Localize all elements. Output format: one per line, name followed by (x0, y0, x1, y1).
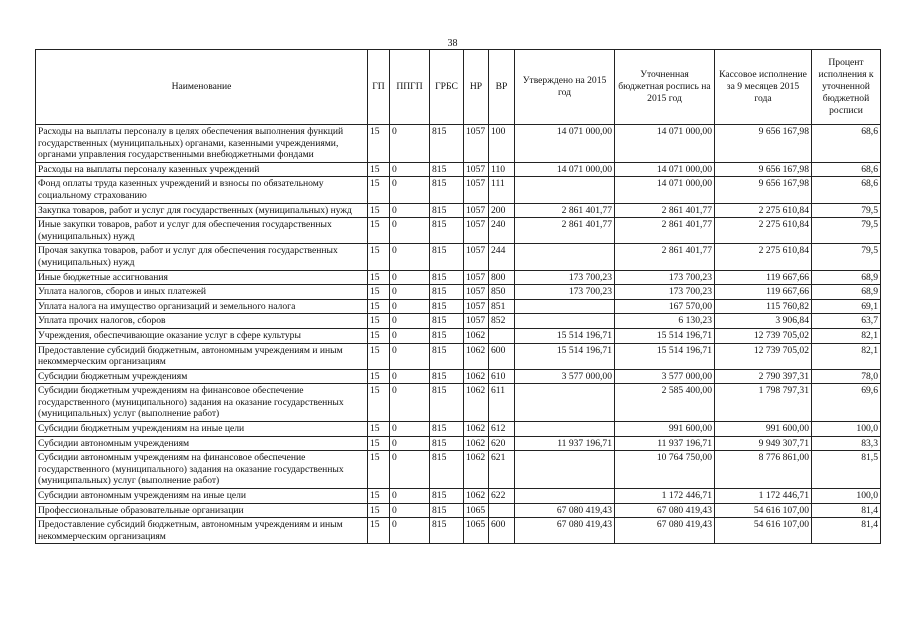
cell-percent: 100,0 (812, 422, 881, 437)
table-row (36, 270, 881, 285)
cell-vr: 620 (489, 436, 515, 451)
header-grbs: ГРБС (430, 50, 464, 125)
cell-ppgp: 0 (390, 384, 430, 422)
cell-percent: 81,4 (812, 503, 881, 518)
cell-grbs: 815 (430, 244, 464, 270)
cell-cash: 2 275 610,84 (715, 218, 812, 244)
cell-gp: 15 (368, 244, 390, 270)
cell-np: 1057 (464, 177, 489, 203)
cell-name: Профессиональные образовательные организации (36, 503, 368, 518)
cell-np: 1062 (464, 328, 489, 343)
cell-percent: 69,1 (812, 299, 881, 314)
cell-name: Субсидии бюджетным учреждениям (36, 369, 368, 384)
cell-gp: 15 (368, 422, 390, 437)
cell-cash: 9 949 307,71 (715, 436, 812, 451)
cell-approved (515, 314, 615, 329)
cell-approved: 67 080 419,43 (515, 503, 615, 518)
cell-cash: 991 600,00 (715, 422, 812, 437)
cell-name: Уплата налога на имущество организаций и земельного налога (36, 299, 368, 314)
cell-cash: 119 667,66 (715, 285, 812, 300)
cell-name: Предоставление субсидий бюджетным, автономным учреждениям и иным некоммерческим организациям (36, 518, 368, 544)
cell-gp: 15 (368, 285, 390, 300)
cell-ppgp: 0 (390, 489, 430, 504)
cell-np: 1057 (464, 125, 489, 163)
header-ppgp: ППГП (390, 50, 430, 125)
cell-percent: 100,0 (812, 489, 881, 504)
cell-name: Субсидии автономным учреждениям (36, 436, 368, 451)
cell-approved (515, 422, 615, 437)
cell-revised: 173 700,23 (615, 285, 715, 300)
cell-name: Уплата налогов, сборов и иных платежей (36, 285, 368, 300)
header-name: Наименование (36, 50, 368, 125)
cell-gp: 15 (368, 343, 390, 369)
cell-name: Уплата прочих налогов, сборов (36, 314, 368, 329)
cell-gp: 15 (368, 328, 390, 343)
cell-ppgp: 0 (390, 451, 430, 489)
cell-grbs: 815 (430, 436, 464, 451)
cell-revised: 991 600,00 (615, 422, 715, 437)
cell-percent: 69,6 (812, 384, 881, 422)
header-percent: Процент исполнения к уточненной бюджетной росписи (812, 50, 881, 125)
cell-revised: 15 514 196,71 (615, 343, 715, 369)
header-revised: Уточненная бюджетная роспись на 2015 год (615, 50, 715, 125)
cell-name: Фонд оплаты труда казенных учреждений и взносы по обязательному социальному страхованию (36, 177, 368, 203)
cell-revised: 67 080 419,43 (615, 518, 715, 544)
cell-cash: 54 616 107,00 (715, 503, 812, 518)
table-row (36, 489, 881, 504)
cell-vr: 600 (489, 343, 515, 369)
cell-grbs: 815 (430, 218, 464, 244)
cell-grbs: 815 (430, 369, 464, 384)
cell-vr (489, 328, 515, 343)
cell-name: Субсидии автономным учреждениям на иные цели (36, 489, 368, 504)
cell-np: 1065 (464, 518, 489, 544)
cell-vr: 610 (489, 369, 515, 384)
cell-grbs: 815 (430, 203, 464, 218)
cell-np: 1057 (464, 299, 489, 314)
table-row (36, 314, 881, 329)
table-row (36, 299, 881, 314)
cell-approved: 2 861 401,77 (515, 203, 615, 218)
cell-percent: 83,3 (812, 436, 881, 451)
header-np: НР (464, 50, 489, 125)
cell-revised: 6 130,23 (615, 314, 715, 329)
cell-cash: 54 616 107,00 (715, 518, 812, 544)
table-row (36, 518, 881, 544)
cell-revised: 2 861 401,77 (615, 244, 715, 270)
cell-vr: 240 (489, 218, 515, 244)
cell-grbs: 815 (430, 489, 464, 504)
header-cash: Кассовое исполнение за 9 месяцев 2015 года (715, 50, 812, 125)
cell-np: 1062 (464, 436, 489, 451)
cell-ppgp: 0 (390, 343, 430, 369)
cell-grbs: 815 (430, 422, 464, 437)
cell-approved: 14 071 000,00 (515, 162, 615, 177)
table-row (36, 436, 881, 451)
cell-gp: 15 (368, 299, 390, 314)
cell-ppgp: 0 (390, 422, 430, 437)
cell-revised: 14 071 000,00 (615, 177, 715, 203)
cell-name: Предоставление субсидий бюджетным, автономным учреждениям и иным некоммерческим организациям (36, 343, 368, 369)
cell-np: 1062 (464, 451, 489, 489)
cell-approved: 14 071 000,00 (515, 125, 615, 163)
table-row (36, 162, 881, 177)
cell-grbs: 815 (430, 451, 464, 489)
cell-vr: 611 (489, 384, 515, 422)
cell-vr: 851 (489, 299, 515, 314)
cell-approved (515, 244, 615, 270)
cell-revised: 10 764 750,00 (615, 451, 715, 489)
cell-name: Иные бюджетные ассигнования (36, 270, 368, 285)
cell-name: Учреждения, обеспечивающие оказание услуг в сфере культуры (36, 328, 368, 343)
cell-grbs: 815 (430, 299, 464, 314)
cell-cash: 115 760,82 (715, 299, 812, 314)
table-row (36, 451, 881, 489)
cell-ppgp: 0 (390, 285, 430, 300)
cell-percent: 68,9 (812, 285, 881, 300)
cell-approved: 173 700,23 (515, 270, 615, 285)
cell-vr: 244 (489, 244, 515, 270)
table-row (36, 218, 881, 244)
cell-name: Прочая закупка товаров, работ и услуг для обеспечения государственных (муниципальных) нужд (36, 244, 368, 270)
header-approved: Утверждено на 2015 год (515, 50, 615, 125)
cell-name: Иные закупки товаров, работ и услуг для обеспечения государственных (муниципальных) нужд (36, 218, 368, 244)
table-body (36, 125, 881, 544)
cell-ppgp: 0 (390, 503, 430, 518)
cell-percent: 82,1 (812, 343, 881, 369)
cell-approved: 15 514 196,71 (515, 343, 615, 369)
cell-gp: 15 (368, 177, 390, 203)
cell-ppgp: 0 (390, 328, 430, 343)
cell-revised: 67 080 419,43 (615, 503, 715, 518)
cell-cash: 2 275 610,84 (715, 203, 812, 218)
cell-np: 1062 (464, 343, 489, 369)
cell-approved: 15 514 196,71 (515, 328, 615, 343)
cell-grbs: 815 (430, 518, 464, 544)
cell-grbs: 815 (430, 125, 464, 163)
cell-name: Субсидии бюджетным учреждениям на финансовое обеспечение государственного (муниципального) задания на оказание государственных (муниципальных) услуг (выполнение работ) (36, 384, 368, 422)
cell-gp: 15 (368, 203, 390, 218)
table-row (36, 285, 881, 300)
cell-revised: 2 861 401,77 (615, 218, 715, 244)
cell-grbs: 815 (430, 162, 464, 177)
cell-np: 1057 (464, 203, 489, 218)
cell-revised: 15 514 196,71 (615, 328, 715, 343)
cell-percent: 81,4 (812, 518, 881, 544)
budget-table (35, 49, 881, 544)
cell-np: 1057 (464, 270, 489, 285)
cell-np: 1057 (464, 162, 489, 177)
cell-revised: 14 071 000,00 (615, 125, 715, 163)
cell-gp: 15 (368, 518, 390, 544)
cell-cash: 9 656 167,98 (715, 125, 812, 163)
cell-revised: 2 585 400,00 (615, 384, 715, 422)
cell-ppgp: 0 (390, 270, 430, 285)
cell-name: Закупка товаров, работ и услуг для государственных (муниципальных) нужд (36, 203, 368, 218)
cell-approved (515, 299, 615, 314)
cell-ppgp: 0 (390, 518, 430, 544)
cell-grbs: 815 (430, 503, 464, 518)
cell-grbs: 815 (430, 384, 464, 422)
table-row (36, 422, 881, 437)
cell-grbs: 815 (430, 314, 464, 329)
cell-cash: 2 275 610,84 (715, 244, 812, 270)
cell-ppgp: 0 (390, 218, 430, 244)
cell-percent: 68,9 (812, 270, 881, 285)
cell-gp: 15 (368, 125, 390, 163)
table-row (36, 503, 881, 518)
table-row (36, 328, 881, 343)
cell-gp: 15 (368, 314, 390, 329)
cell-cash: 9 656 167,98 (715, 162, 812, 177)
cell-cash: 12 739 705,02 (715, 328, 812, 343)
cell-name: Субсидии бюджетным учреждениям на иные цели (36, 422, 368, 437)
cell-approved: 173 700,23 (515, 285, 615, 300)
cell-gp: 15 (368, 369, 390, 384)
cell-ppgp: 0 (390, 177, 430, 203)
cell-grbs: 815 (430, 343, 464, 369)
cell-vr (489, 503, 515, 518)
cell-approved (515, 177, 615, 203)
table-row (36, 203, 881, 218)
cell-percent: 82,1 (812, 328, 881, 343)
cell-approved (515, 451, 615, 489)
cell-cash: 12 739 705,02 (715, 343, 812, 369)
cell-gp: 15 (368, 218, 390, 244)
cell-percent: 68,6 (812, 177, 881, 203)
cell-revised: 173 700,23 (615, 270, 715, 285)
cell-grbs: 815 (430, 177, 464, 203)
cell-vr: 110 (489, 162, 515, 177)
cell-np: 1057 (464, 244, 489, 270)
cell-vr: 622 (489, 489, 515, 504)
cell-ppgp: 0 (390, 125, 430, 163)
table-row (36, 177, 881, 203)
cell-np: 1057 (464, 218, 489, 244)
cell-vr: 100 (489, 125, 515, 163)
table-row (36, 384, 881, 422)
cell-gp: 15 (368, 503, 390, 518)
cell-cash: 119 667,66 (715, 270, 812, 285)
cell-ppgp: 0 (390, 244, 430, 270)
cell-percent: 68,6 (812, 162, 881, 177)
cell-ppgp: 0 (390, 162, 430, 177)
cell-vr: 621 (489, 451, 515, 489)
cell-np: 1062 (464, 384, 489, 422)
cell-name: Субсидии автономным учреждениям на финансовое обеспечение государственного (муниципального) задания на оказание государственных (муниципальных) услуг (выполнение работ) (36, 451, 368, 489)
cell-ppgp: 0 (390, 436, 430, 451)
cell-revised: 3 577 000,00 (615, 369, 715, 384)
cell-approved: 11 937 196,71 (515, 436, 615, 451)
page-number: 38 (447, 38, 458, 49)
header-gp: ГП (368, 50, 390, 125)
cell-revised: 11 937 196,71 (615, 436, 715, 451)
cell-approved: 2 861 401,77 (515, 218, 615, 244)
cell-revised: 1 172 446,71 (615, 489, 715, 504)
table-row (36, 244, 881, 270)
table-header-row (36, 50, 881, 125)
cell-ppgp: 0 (390, 203, 430, 218)
cell-percent: 81,5 (812, 451, 881, 489)
cell-cash: 2 790 397,31 (715, 369, 812, 384)
cell-np: 1062 (464, 489, 489, 504)
cell-approved: 3 577 000,00 (515, 369, 615, 384)
table-row (36, 125, 881, 163)
table-row (36, 369, 881, 384)
cell-grbs: 815 (430, 270, 464, 285)
cell-cash: 3 906,84 (715, 314, 812, 329)
cell-vr: 200 (489, 203, 515, 218)
cell-approved (515, 489, 615, 504)
cell-cash: 8 776 861,00 (715, 451, 812, 489)
cell-np: 1057 (464, 314, 489, 329)
cell-grbs: 815 (430, 328, 464, 343)
cell-percent: 78,0 (812, 369, 881, 384)
cell-ppgp: 0 (390, 369, 430, 384)
cell-percent: 79,5 (812, 218, 881, 244)
cell-name: Расходы на выплаты персоналу в целях обеспечения выполнения функций государственных (муниципальных) органами, казенными учреждениями, органами управления государственными внебюджетными фондами (36, 125, 368, 163)
cell-cash: 1 798 797,31 (715, 384, 812, 422)
cell-percent: 63,7 (812, 314, 881, 329)
cell-np: 1062 (464, 369, 489, 384)
header-vr: ВР (489, 50, 515, 125)
cell-percent: 68,6 (812, 125, 881, 163)
cell-revised: 167 570,00 (615, 299, 715, 314)
cell-np: 1062 (464, 422, 489, 437)
cell-np: 1057 (464, 285, 489, 300)
cell-revised: 2 861 401,77 (615, 203, 715, 218)
cell-gp: 15 (368, 451, 390, 489)
cell-gp: 15 (368, 162, 390, 177)
cell-vr: 800 (489, 270, 515, 285)
cell-ppgp: 0 (390, 299, 430, 314)
cell-vr: 600 (489, 518, 515, 544)
cell-vr: 850 (489, 285, 515, 300)
cell-gp: 15 (368, 270, 390, 285)
cell-approved (515, 384, 615, 422)
cell-cash: 9 656 167,98 (715, 177, 812, 203)
cell-approved: 67 080 419,43 (515, 518, 615, 544)
cell-percent: 79,5 (812, 244, 881, 270)
cell-gp: 15 (368, 489, 390, 504)
cell-vr: 111 (489, 177, 515, 203)
cell-gp: 15 (368, 384, 390, 422)
cell-revised: 14 071 000,00 (615, 162, 715, 177)
cell-np: 1065 (464, 503, 489, 518)
cell-grbs: 815 (430, 285, 464, 300)
cell-name: Расходы на выплаты персоналу казенных учреждений (36, 162, 368, 177)
table-row (36, 343, 881, 369)
cell-cash: 1 172 446,71 (715, 489, 812, 504)
cell-ppgp: 0 (390, 314, 430, 329)
cell-percent: 79,5 (812, 203, 881, 218)
cell-vr: 852 (489, 314, 515, 329)
cell-gp: 15 (368, 436, 390, 451)
cell-vr: 612 (489, 422, 515, 437)
